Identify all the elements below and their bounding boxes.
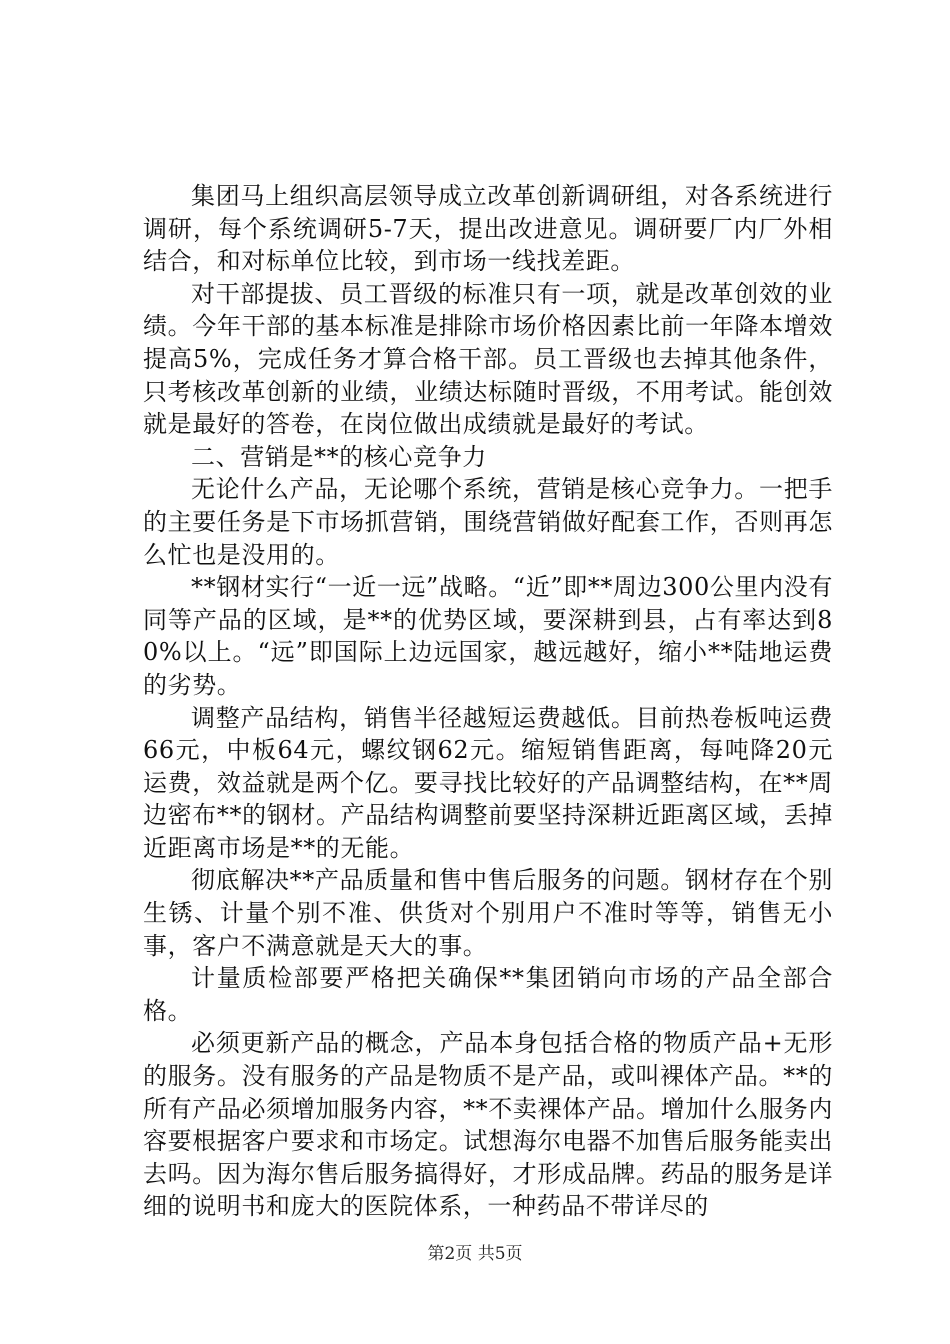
page-footer: 第2页 共5页: [427, 1244, 523, 1264]
paragraph-product-concept: 必须更新产品的概念，产品本身包括合格的物质产品+无形的服务。没有服务的产品是物质不是产品，或叫裸体产品。**的所有产品必须增加服务内容，**不卖裸体产品。增加什么服务内容要根据客户要求和市场定。试想海尔电器不加售后服务能卖出去吗。因为海尔售后服务搞得好，才形成品牌。药品的服务是详细的说明书和庞大的医院体系，一种药品不带详尽的: [143, 1029, 833, 1221]
paragraph-marketing-core: 无论什么产品，无论哪个系统，营销是核心竞争力。一把手的主要任务是下市场抓营销，围绕营销做好配套工作，否则再怎么忙也是没用的。: [143, 475, 833, 569]
paragraph-product-structure: 调整产品结构，销售半径越短运费越低。目前热卷板吨运费66元，中板64元，螺纹钢62元。缩短销售距离，每吨降20元运费，效益就是两个亿。要寻找比较好的产品调整结构，在**周边密布**的钢材。产品结构调整前要坚持深耕近距离区域，丢掉近距离市场是**的无能。: [143, 703, 833, 862]
paragraph-quality-service: 彻底解决**产品质量和售中售后服务的问题。钢材存在个别生锈、计量个别不准、供货对个别用户不准时等等，销售无小事，客户不满意就是天大的事。: [143, 866, 833, 960]
body-text: [143, 180, 833, 1223]
paragraph-quality-inspection: 计量质检部要严格把关确保**集团销向市场的产品全部合格。: [143, 964, 833, 1025]
paragraph-promotion-standard: 对干部提拔、员工晋级的标准只有一项，就是改革创效的业绩。今年干部的基本标准是排除市场价格因素比前一年降本增效提高5%，完成任务才算合格干部。员工晋级也去掉其他条件，只考核改革创新的业绩，业绩达标随时晋级，不用考试。能创效就是最好的答卷，在岗位做出成绩就是最好的考试。: [143, 279, 833, 439]
section-heading-marketing: 二、营销是**的核心竞争力: [191, 442, 487, 471]
paragraph-reform-research-group: 集团马上组织高层领导成立改革创新调研组，对各系统进行调研，每个系统调研5-7天，提出改进意见。调研要厂内厂外相结合，和对标单位比较，到市场一线找差距。: [143, 182, 833, 276]
paragraph-near-far-strategy: **钢材实行“一近一远”战略。“近”即**周边300公里内没有同等产品的区域，是**的优势区域，要深耕到县，占有率达到80%以上。“远”即国际上边远国家，越远越好，缩小**陆地运费的劣势。: [143, 573, 833, 699]
